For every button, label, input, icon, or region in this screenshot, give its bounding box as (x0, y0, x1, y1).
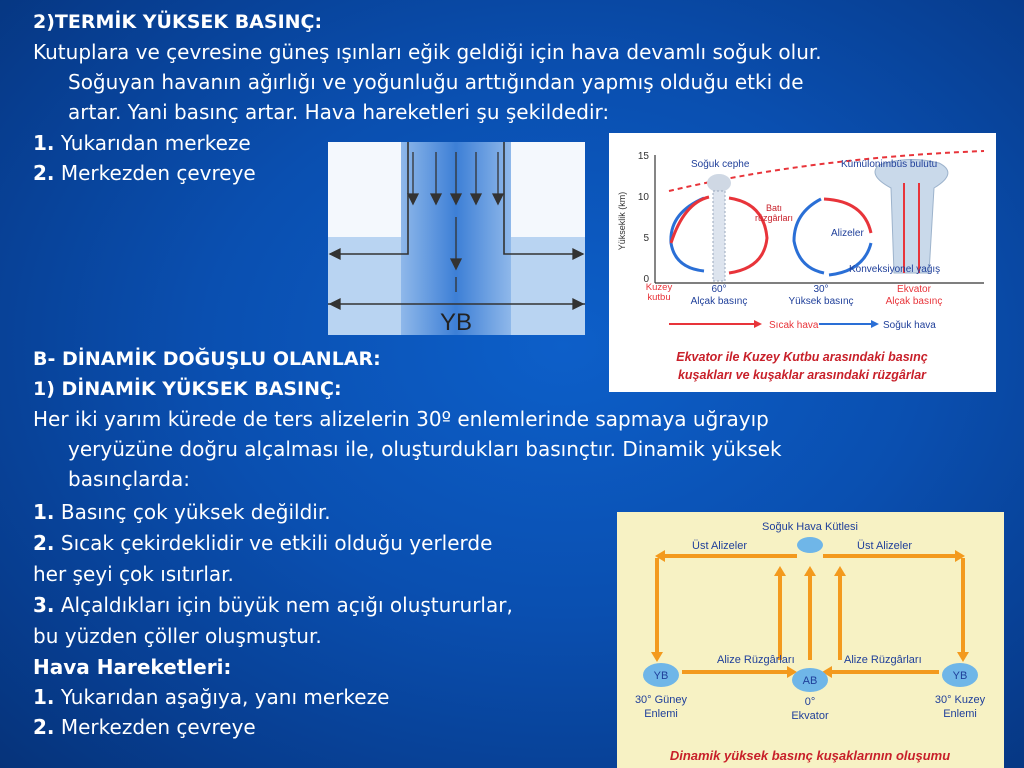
paragraph-2-line-3: basınçlarda: (68, 467, 190, 491)
y-tick: 5 (643, 233, 649, 244)
dynamic-list-item-3 (33, 590, 513, 620)
thermic-list-item-1 (33, 128, 251, 158)
trade-winds-right-label: Alize Rüzgârları (844, 654, 922, 666)
cold-air-cloud-icon (797, 537, 823, 553)
cold-air-mass-label: Soğuk Hava Kütlesi (762, 521, 858, 533)
list-number: 3. (33, 593, 55, 617)
list-number: 1. (33, 500, 55, 524)
north-30-label-2: Enlemi (943, 708, 977, 720)
trade-winds-label: Alizeler (831, 228, 864, 239)
air-list-item-1 (33, 682, 389, 712)
low-pressure-equator-label: Alçak basınç (885, 296, 943, 307)
heading-dynamic-origin: B- DİNAMİK DOĞUŞLU OLANLAR: (33, 348, 381, 370)
air-movements-heading: Hava Hareketleri: (33, 655, 232, 679)
list-text: Alçaldıkları için büyük nem açığı oluştururlar, (60, 593, 513, 617)
air-list-item-2 (33, 712, 256, 742)
upper-trade-left-label: Üst Alizeler (692, 540, 748, 552)
y-tick: 0 (643, 274, 649, 285)
paragraph-2-line-1: Her iki yarım kürede de ters alizelerin 30º enlemlerinde sapmaya uğrayıp (33, 407, 769, 431)
cold-front-label: Soğuk cephe (691, 159, 750, 170)
dynamic-caption: Dinamik yüksek basınç kuşaklarının oluşumu (669, 748, 951, 763)
list-text: Yukarıdan merkeze (60, 131, 251, 155)
south-30-label-2: Enlemi (644, 708, 678, 720)
equator-label: Ekvator (897, 284, 931, 295)
paragraph-1-line-3: artar. Yani basınç artar. Hava hareketleri şu şekildedir: (68, 100, 610, 124)
list-number: 1. (33, 685, 55, 709)
lat-30-label: 30° (813, 284, 829, 295)
y-tick: 15 (637, 151, 649, 162)
low-pressure-60-label: Alçak basınç (690, 296, 748, 307)
list-number: 2. (33, 161, 55, 185)
heading-thermic-high-pressure: 2)TERMİK YÜKSEK BASINÇ: (33, 11, 323, 33)
caption-line-2: kuşakları ve kuşaklar arasındaki rüzgârlar (677, 368, 927, 382)
legend-cold-air: Soğuk hava (883, 320, 936, 331)
pressure-belts-winds-diagram (609, 133, 996, 392)
dynamic-list-item-2 (33, 528, 492, 558)
y-tick: 10 (637, 192, 649, 203)
legend-warm-air: Sıcak hava (769, 320, 819, 331)
yb-label: YB (439, 309, 473, 335)
equator-label: Ekvator (791, 710, 829, 722)
dynamic-list-item-1 (33, 497, 331, 527)
paragraph-1-line-1: Kutuplara ve çevresine güneş ışınları eğik geldiği için hava devamlı soğuk olur. (33, 40, 822, 64)
list-text: Sıcak çekirdeklidir ve etkili olduğu yerlerde (60, 531, 493, 555)
convective-rain-label: Konveksiyonel yağış (849, 264, 941, 275)
north-30-label: 30° Kuzey (934, 694, 986, 706)
equator-0-label: 0° (804, 696, 816, 708)
list-text: Merkezden çevreye (60, 715, 256, 739)
dynamic-list-item-2-cont: her şeyi çok ısıtırlar. (33, 562, 234, 586)
list-text: Merkezden çevreye (60, 161, 256, 185)
north-pole-label: Kuzey kutbu (645, 283, 673, 303)
high-pressure-30-label: Yüksek basınç (788, 296, 854, 307)
westerlies-label: Batı rüzgârları (754, 203, 793, 223)
list-text: Basınç çok yüksek değildir. (60, 500, 331, 524)
yb-right-label: YB (952, 670, 968, 682)
trade-winds-left-label: Alize Rüzgârları (717, 654, 795, 666)
list-text: Yukarıdan aşağıya, yanı merkeze (60, 685, 390, 709)
dynamic-list-item-3-cont: bu yüzden çöller oluşmuştur. (33, 624, 322, 648)
upper-trade-right-label: Üst Alizeler (857, 540, 913, 552)
paragraph-1-line-2: Soğuyan havanın ağırlığı ve yoğunluğu arttığından yapmış olduğu etki de (68, 70, 804, 94)
caption-line-1: Ekvator ile Kuzey Kutbu arasındaki basınç (676, 350, 928, 364)
list-number: 2. (33, 531, 55, 555)
list-number: 2. (33, 715, 55, 739)
heading-dynamic-high-pressure: 1) DİNAMİK YÜKSEK BASINÇ: (33, 378, 342, 400)
yb-left-label: YB (653, 670, 669, 682)
high-pressure-airflow-diagram (328, 142, 585, 335)
lat-60-label: 60° (711, 284, 727, 295)
paragraph-2-line-2: yeryüzüne doğru alçalması ile, oluşturdukları basınçtır. Dinamik yüksek (68, 437, 782, 461)
south-30-label: 30° Güney (634, 694, 688, 706)
ab-label: AB (802, 675, 818, 687)
dynamic-high-pressure-diagram (617, 512, 1004, 768)
y-axis-label: Yükseklik (km) (617, 191, 627, 251)
cumulonimbus-label: Kümülonimbüs bulutu (841, 159, 938, 170)
thermic-list-item-2 (33, 158, 256, 188)
cold-front-cloud (707, 174, 731, 192)
list-number: 1. (33, 131, 55, 155)
